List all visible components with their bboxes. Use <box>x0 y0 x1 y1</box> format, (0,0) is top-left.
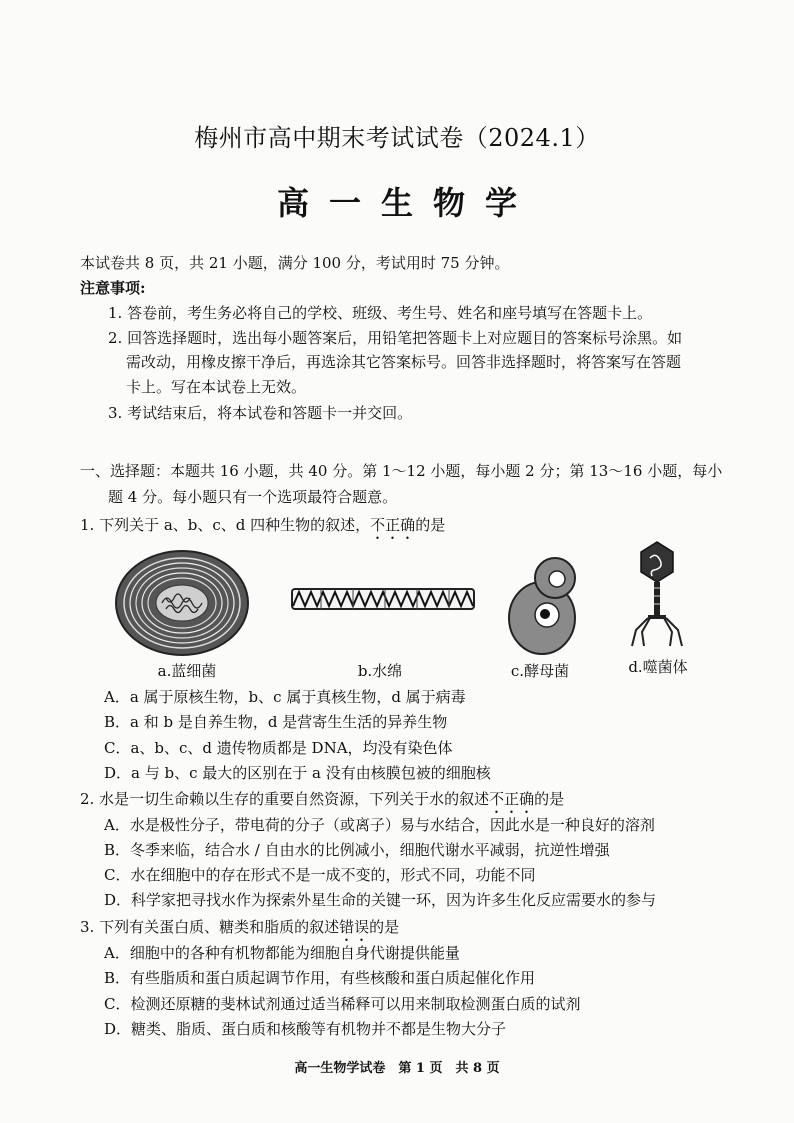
notice-item <box>108 327 682 348</box>
notice-text: 回答选择题时，选出每小题答案后，用铅笔把答题卡上对应题目的答案标号涂黑。如 <box>127 329 683 347</box>
option-a: A．a 属于原核生物，b、c 属于真核生物，d 属于病毒 <box>104 688 466 706</box>
figure-caption: b.水绵 <box>357 662 403 680</box>
notice-heading: 注意事项: <box>80 279 146 297</box>
stem-text: 2. 水是一切生命赖以生存的重要自然资源，下列关于水的叙述 <box>80 790 490 808</box>
option-a: A．水是极性分子，带电荷的分子（或离子）易与水结合，因此水是一种良好的溶剂 <box>104 816 655 834</box>
notice-text: 答卷前，考生务必将自己的学校、班级、考生号、姓名和座号填写在答题卡上。 <box>127 304 653 322</box>
option-d: D．a 与 b、c 最大的区别在于 a 没有由核膜包被的细胞核 <box>104 764 491 782</box>
bacteriophage-figure <box>628 538 686 652</box>
figure-caption: a.蓝细菌 <box>157 662 217 680</box>
option-c: C．a、b、c、d 遗传物质都是 DNA，均没有染色体 <box>104 739 453 757</box>
intro-text: 本试卷共 8 页，共 21 小题，满分 100 分，考试用时 75 分钟。 <box>80 254 510 272</box>
stem-text: 的是 <box>415 516 446 534</box>
question-stem <box>80 916 399 945</box>
stem-text: 的是 <box>369 918 400 936</box>
notice-text-continued: 卡上。写在本试卷上无效。 <box>126 378 307 396</box>
option-d: D．科学家把寻找水作为探索外星生命的关键一环，因为许多生化反应需要水的参与 <box>104 891 657 909</box>
stem-emphasis: 错误 <box>339 918 370 936</box>
spirogyra-figure <box>291 586 475 612</box>
figure-caption: d.噬菌体 <box>628 658 688 676</box>
stem-emphasis: 不正确 <box>489 790 535 808</box>
question-stem <box>80 514 445 543</box>
stem-text: 3. 下列有关蛋白质、糖类和脂质的叙述 <box>80 918 340 936</box>
option-d: D．糖类、脂质、蛋白质和核酸等有机物并不都是生物大分子 <box>104 1020 507 1038</box>
option-b: B．有些脂质和蛋白质起调节作用，有些核酸和蛋白质起催化作用 <box>104 969 536 987</box>
stem-text: 1. 下列关于 a、b、c、d 四种生物的叙述， <box>80 516 371 534</box>
option-c: C．水在细胞中的存在形式不是一成不变的，形式不同，功能不同 <box>104 866 536 884</box>
option-a: A．细胞中的各种有机物都能为细胞自身代谢提供能量 <box>104 944 460 962</box>
notice-item <box>108 302 652 323</box>
cyanobacterium-figure <box>114 548 250 658</box>
yeast-figure <box>505 552 585 656</box>
subject-title: 高一生物学 <box>276 184 537 222</box>
option-b: B．a 和 b 是自养生物，d 是营寄生生活的异养生物 <box>104 713 448 731</box>
question-stem <box>80 788 564 817</box>
notice-item <box>108 402 412 423</box>
figure-caption: c.酵母菌 <box>510 662 570 680</box>
section-heading: 一、选择题：本题共 16 小题，共 40 分。第 1～12 小题，每小题 2 分；第 13～16 小题，每小 <box>80 462 723 480</box>
stem-text: 的是 <box>534 790 565 808</box>
notice-number: 2. <box>108 329 123 347</box>
notice-text: 考试结束后，将本试卷和答题卡一并交回。 <box>127 404 413 422</box>
exam-title: 梅州市高中期末考试试卷（2024.1） <box>194 124 600 152</box>
notice-number: 1. <box>108 304 123 322</box>
option-b: B．冬季来临，结合水 / 自由水的比例减小，细胞代谢水平减弱，抗逆性增强 <box>104 841 610 859</box>
notice-number: 3. <box>108 404 123 422</box>
page-footer: 高一生物学试卷 第 1 页 共 8 页 <box>294 1061 500 1076</box>
section-heading-continued: 题 4 分。每小题只有一个选项最符合题意。 <box>108 488 398 506</box>
option-c: C．检测还原糖的斐林试剂通过适当稀释可以用来制取检测蛋白质的试剂 <box>104 995 581 1013</box>
notice-text-continued: 需改动，用橡皮擦干净后，再选涂其它答案标号。回答非选择题时，将答案写在答题 <box>126 353 682 371</box>
stem-emphasis: 不正确 <box>370 516 416 534</box>
